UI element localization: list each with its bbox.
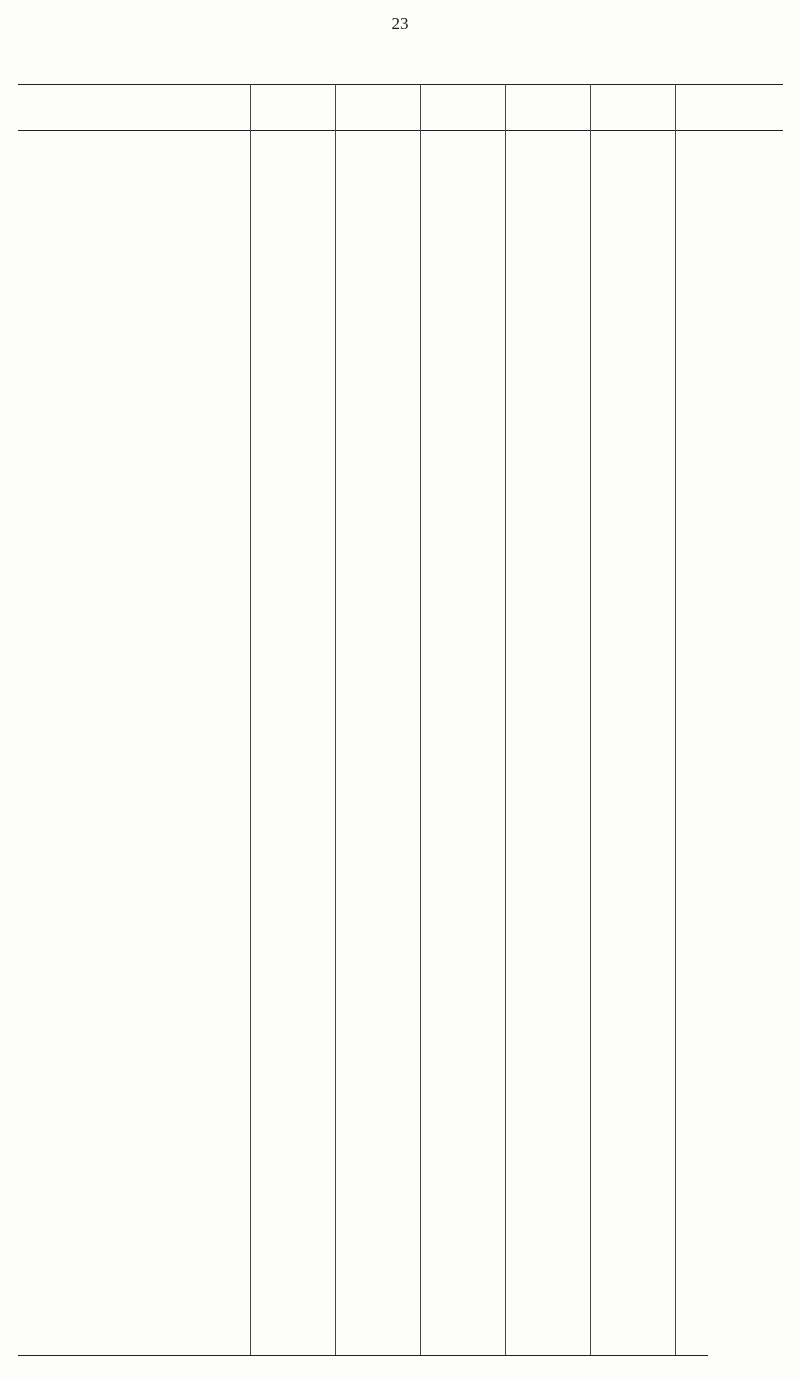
column-divider xyxy=(590,84,591,1355)
header-bottom-rule xyxy=(18,130,783,131)
column-divider xyxy=(420,84,421,1355)
column-divider xyxy=(250,84,251,1355)
column-divider xyxy=(675,84,676,1355)
column-divider xyxy=(505,84,506,1355)
page-number: 23 xyxy=(391,14,409,33)
table-bottom-rule xyxy=(18,1355,708,1356)
table-top-rule xyxy=(18,84,783,85)
column-divider xyxy=(335,84,336,1355)
